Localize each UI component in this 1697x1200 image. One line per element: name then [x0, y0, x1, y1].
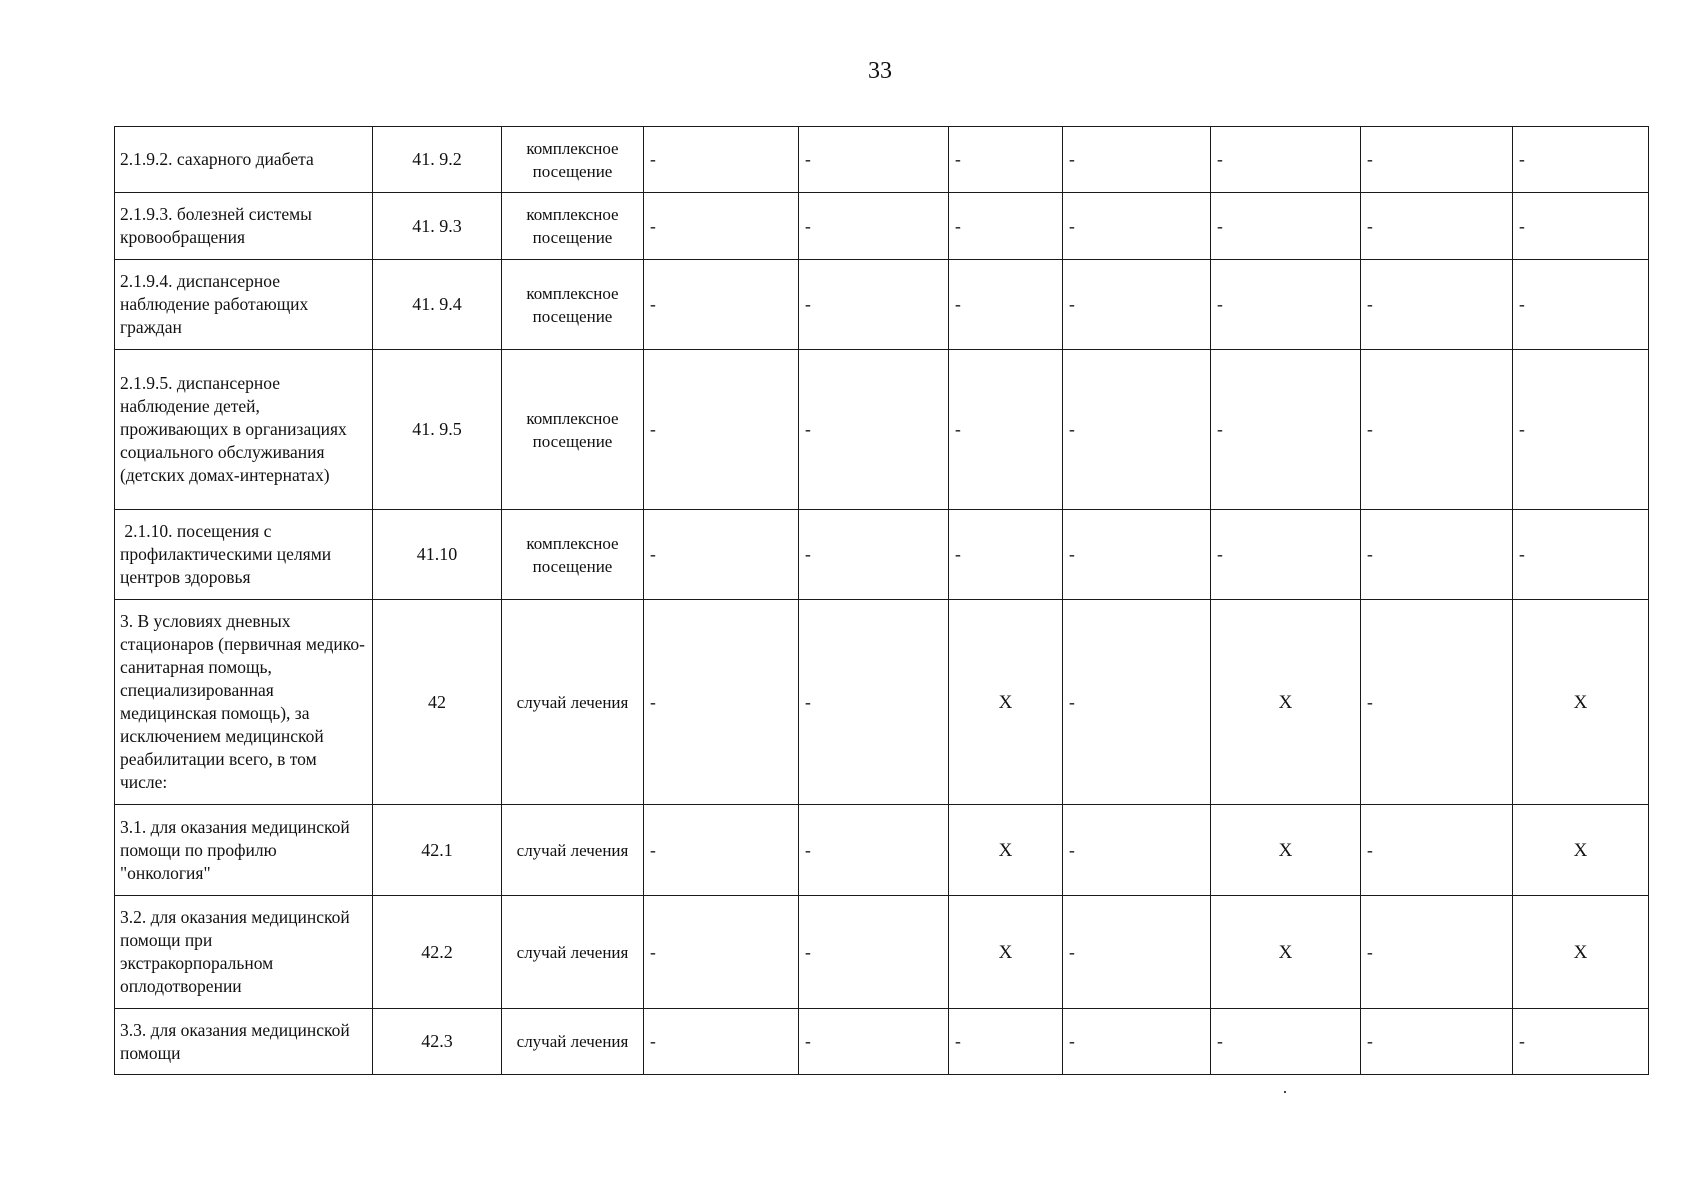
page-number: 33	[868, 58, 892, 84]
row-unit-cell: комплексное посещение	[502, 350, 644, 510]
scan-speck	[1284, 1091, 1286, 1093]
value-cell: -	[644, 1009, 799, 1075]
value-cell: -	[1063, 805, 1211, 896]
row-code-cell: 42.1	[373, 805, 502, 896]
row-code-cell: 42.3	[373, 1009, 502, 1075]
row-code-cell: 41. 9.2	[373, 127, 502, 193]
value-cell: X	[949, 896, 1063, 1009]
value-cell: -	[1063, 510, 1211, 600]
value-cell: -	[949, 1009, 1063, 1075]
row-unit-cell: случай лечения	[502, 805, 644, 896]
row-name-cell: 2.1.9.2. сахарного диабета	[115, 127, 373, 193]
value-cell: -	[1211, 350, 1361, 510]
value-cell: -	[1063, 193, 1211, 260]
value-cell: -	[1513, 193, 1649, 260]
row-unit-cell: случай лечения	[502, 896, 644, 1009]
value-cell: -	[949, 127, 1063, 193]
value-cell: -	[799, 510, 949, 600]
row-unit-cell: комплексное посещение	[502, 193, 644, 260]
table-row	[115, 260, 1649, 350]
value-cell: -	[799, 805, 949, 896]
value-cell: -	[1211, 193, 1361, 260]
table-row	[115, 896, 1649, 1009]
value-cell: X	[1513, 896, 1649, 1009]
value-cell: -	[1063, 896, 1211, 1009]
row-name-cell: 3.1. для оказания медицинской помощи по профилю "онкология"	[115, 805, 373, 896]
row-code-cell: 41. 9.3	[373, 193, 502, 260]
value-cell: -	[644, 805, 799, 896]
value-cell: -	[1063, 127, 1211, 193]
value-cell: -	[799, 350, 949, 510]
value-cell: -	[1361, 260, 1513, 350]
row-unit-cell: случай лечения	[502, 600, 644, 805]
value-cell: -	[799, 600, 949, 805]
row-unit-cell: случай лечения	[502, 1009, 644, 1075]
value-cell: -	[1513, 510, 1649, 600]
value-cell: -	[799, 127, 949, 193]
value-cell: -	[949, 510, 1063, 600]
value-cell: -	[1063, 600, 1211, 805]
row-unit-cell: комплексное посещение	[502, 260, 644, 350]
value-cell: -	[1063, 260, 1211, 350]
data-table	[114, 126, 1649, 1075]
row-code-cell: 41. 9.5	[373, 350, 502, 510]
value-cell: -	[644, 350, 799, 510]
value-cell: -	[949, 193, 1063, 260]
value-cell: -	[799, 193, 949, 260]
value-cell: -	[1361, 193, 1513, 260]
value-cell: X	[1211, 600, 1361, 805]
row-unit-cell: комплексное посещение	[502, 510, 644, 600]
value-cell: X	[1513, 600, 1649, 805]
value-cell: -	[1513, 350, 1649, 510]
row-name-cell: 3.3. для оказания медицинской помощи	[115, 1009, 373, 1075]
value-cell: -	[1211, 1009, 1361, 1075]
value-cell: -	[1513, 260, 1649, 350]
table-row	[115, 805, 1649, 896]
value-cell: -	[1361, 896, 1513, 1009]
value-cell: X	[949, 600, 1063, 805]
table-row	[115, 350, 1649, 510]
table-row	[115, 193, 1649, 260]
value-cell: -	[644, 510, 799, 600]
row-code-cell: 42.2	[373, 896, 502, 1009]
value-cell: -	[1361, 600, 1513, 805]
value-cell: -	[1063, 350, 1211, 510]
row-unit-cell: комплексное посещение	[502, 127, 644, 193]
value-cell: -	[1361, 350, 1513, 510]
value-cell: X	[1513, 805, 1649, 896]
row-name-cell: 2.1.9.5. диспансерное наблюдение детей, проживающих в организациях социального обслуживания (детских домах-интернатах)	[115, 350, 373, 510]
value-cell: -	[644, 193, 799, 260]
row-code-cell: 42	[373, 600, 502, 805]
table-row	[115, 510, 1649, 600]
value-cell: -	[1513, 127, 1649, 193]
value-cell: -	[799, 896, 949, 1009]
value-cell: -	[644, 260, 799, 350]
value-cell: X	[949, 805, 1063, 896]
value-cell: -	[799, 1009, 949, 1075]
table-row	[115, 600, 1649, 805]
value-cell: -	[1211, 260, 1361, 350]
value-cell: -	[1211, 510, 1361, 600]
value-cell: -	[949, 260, 1063, 350]
table-row	[115, 1009, 1649, 1075]
row-name-cell: 3.2. для оказания медицинской помощи при экстракорпоральном оплодотворении	[115, 896, 373, 1009]
value-cell: -	[1513, 1009, 1649, 1075]
value-cell: -	[1361, 510, 1513, 600]
value-cell: X	[1211, 805, 1361, 896]
value-cell: -	[644, 127, 799, 193]
value-cell: -	[1211, 127, 1361, 193]
value-cell: X	[1211, 896, 1361, 1009]
value-cell: -	[949, 350, 1063, 510]
row-code-cell: 41. 9.4	[373, 260, 502, 350]
table-row	[115, 127, 1649, 193]
row-name-cell: 2.1.9.3. болезней системы кровообращения	[115, 193, 373, 260]
row-name-cell: 2.1.9.4. диспансерное наблюдение работающих граждан	[115, 260, 373, 350]
row-name-cell: 2.1.10. посещения с профилактическими целями центров здоровья	[115, 510, 373, 600]
value-cell: -	[1063, 1009, 1211, 1075]
value-cell: -	[644, 896, 799, 1009]
value-cell: -	[1361, 127, 1513, 193]
row-code-cell: 41.10	[373, 510, 502, 600]
value-cell: -	[644, 600, 799, 805]
value-cell: -	[1361, 805, 1513, 896]
value-cell: -	[1361, 1009, 1513, 1075]
value-cell: -	[799, 260, 949, 350]
row-name-cell: 3. В условиях дневных стационаров (первичная медико-санитарная помощь, специализированная медицинская помощь), за исключением медицинской реабилитации всего, в том числе:	[115, 600, 373, 805]
